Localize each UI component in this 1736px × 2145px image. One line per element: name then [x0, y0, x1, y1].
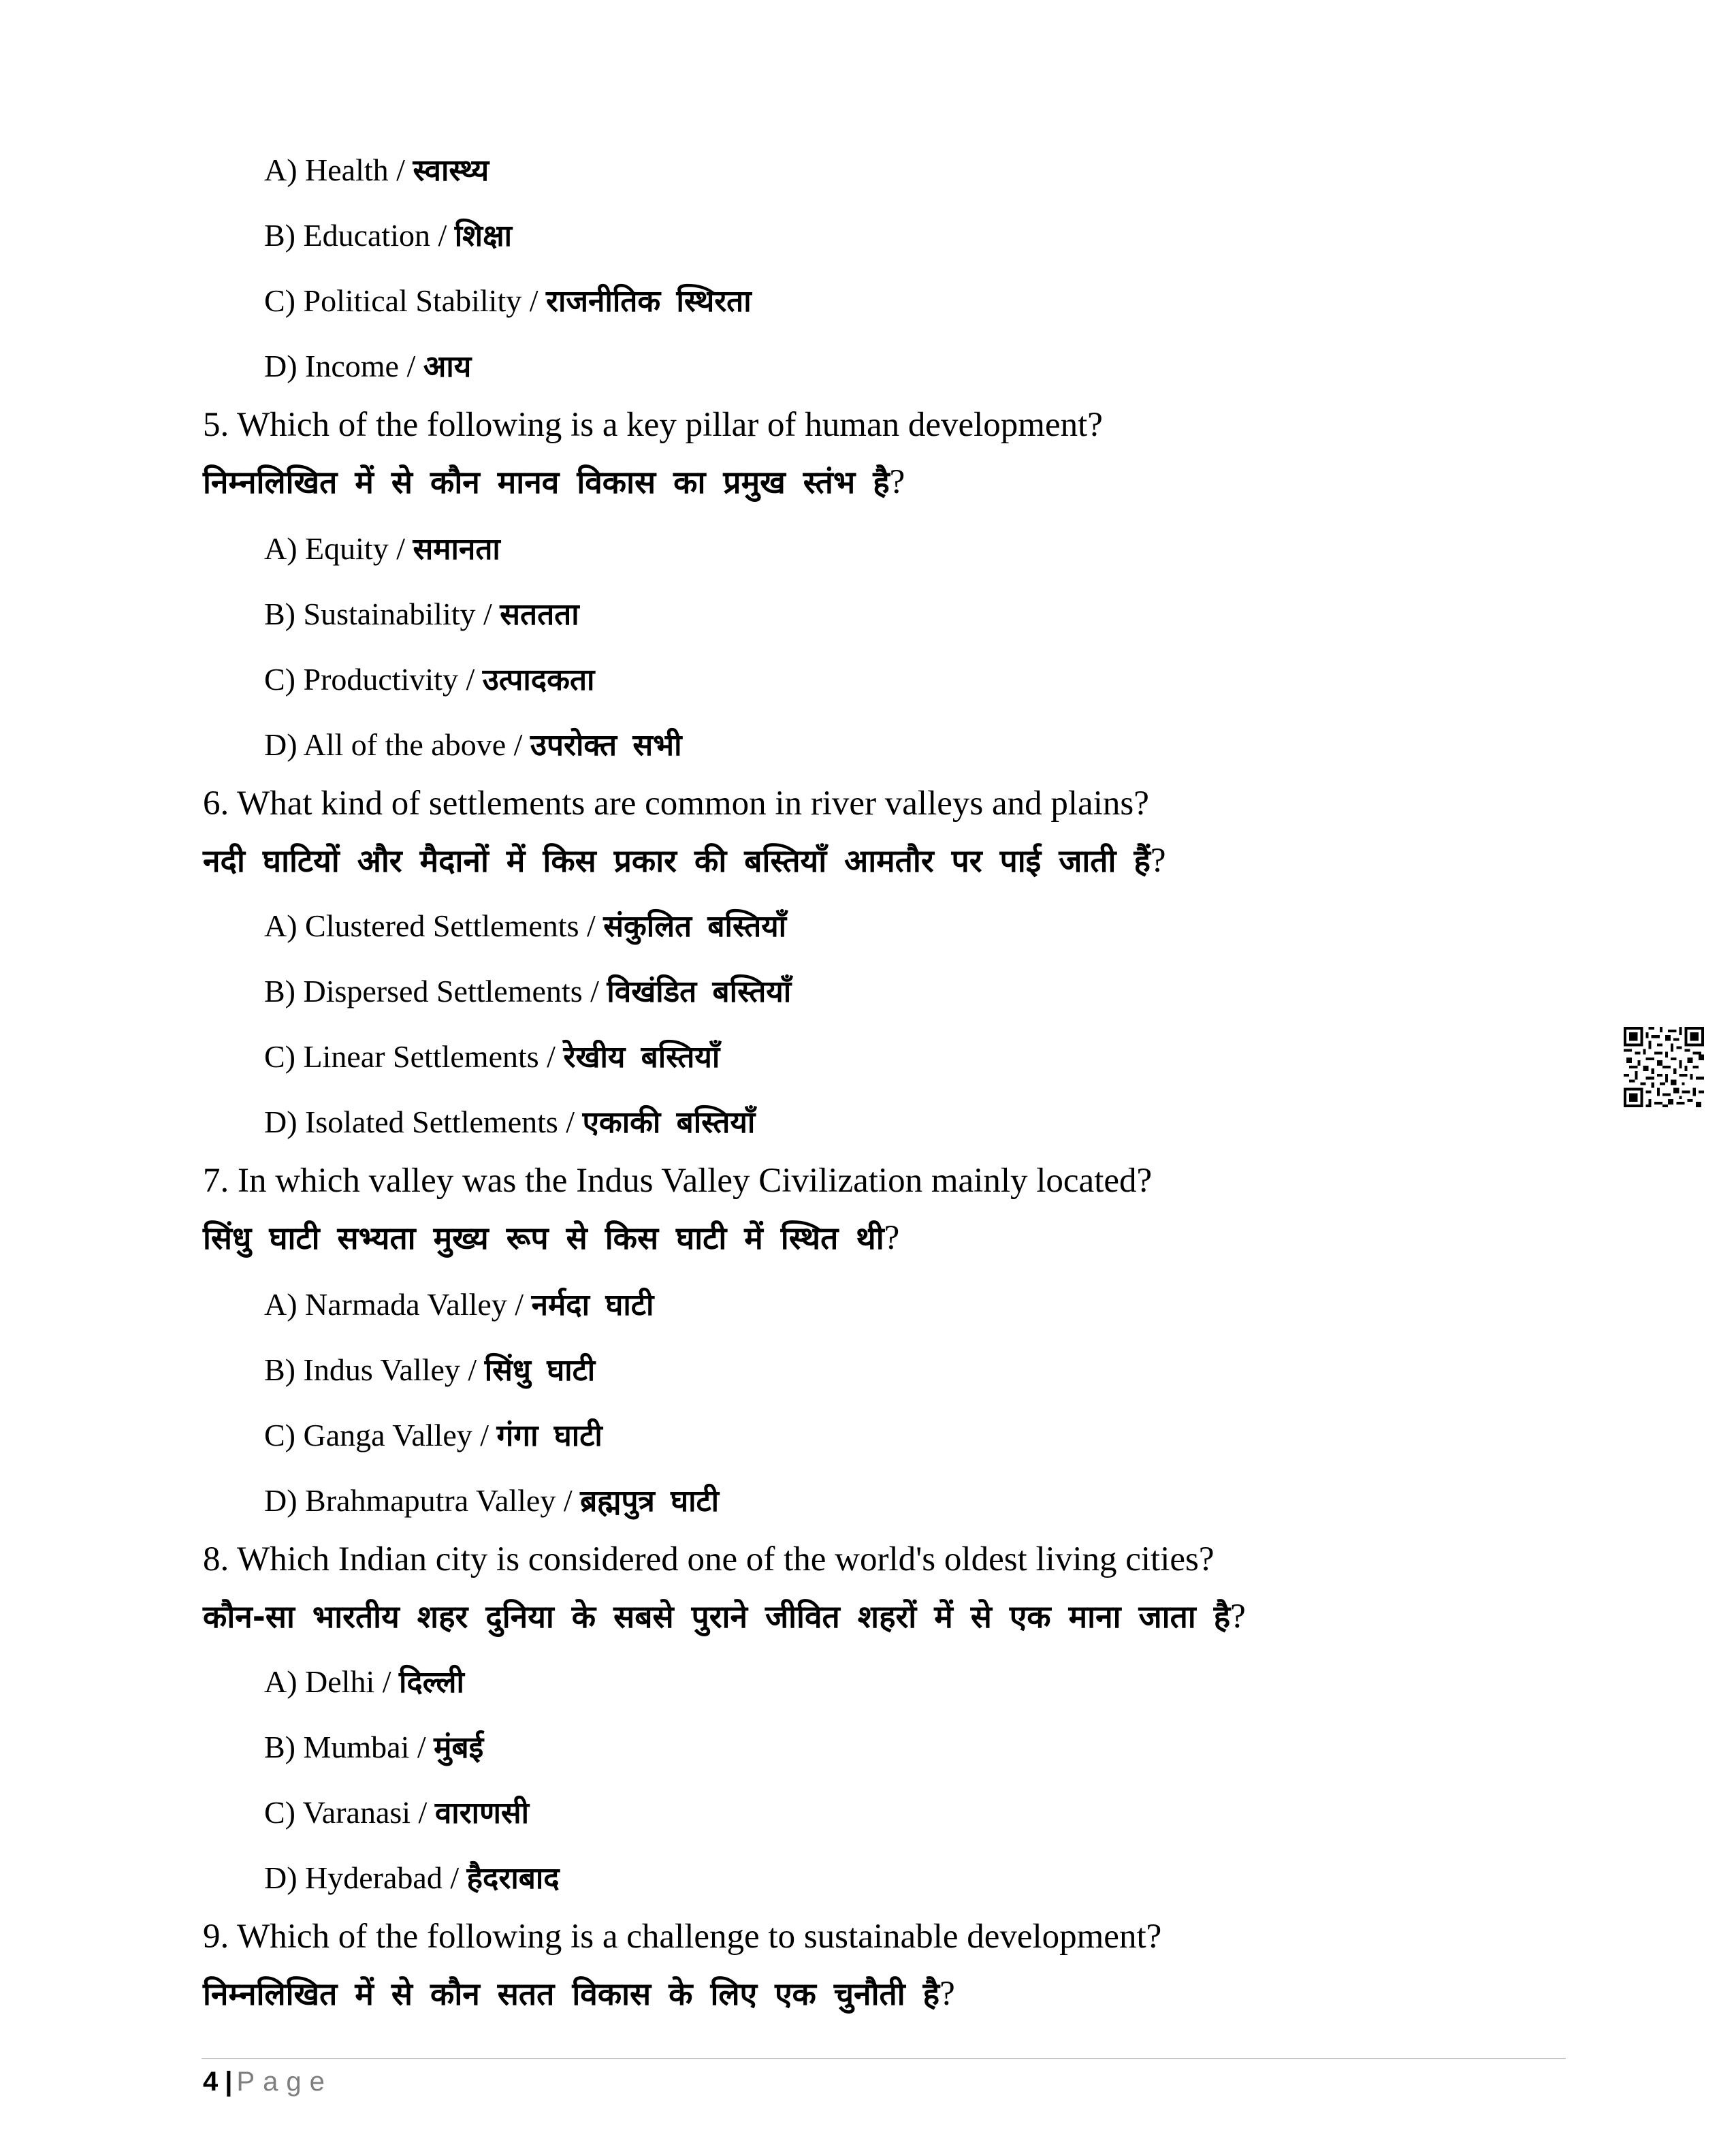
option-a: A) Delhi / दिल्ली — [264, 1664, 464, 1700]
question-text-en: 9. Which of the following is a challenge to sustainable development? — [203, 1918, 1162, 1956]
footer-divider — [202, 2058, 1566, 2059]
option-d: D) Isolated Settlements / एकाकी बस्तियाँ — [264, 1105, 756, 1140]
question-text-hi: निम्नलिखित में से कौन मानव विकास का प्रमुख स्तंभ है? — [203, 463, 905, 501]
option-c: C) Linear Settlements / रेखीय बस्तियाँ — [264, 1039, 720, 1075]
qr-code-icon — [1624, 1027, 1704, 1107]
option-c: C) Productivity / उत्पादकता — [264, 662, 595, 697]
option-b: B) Sustainability / सततता — [264, 597, 579, 632]
page-footer — [203, 2065, 333, 2099]
option-b: B) Dispersed Settlements / विखंडित बस्तियाँ — [264, 974, 792, 1009]
option-d: D) Brahmaputra Valley / ब्रह्मपुत्र घाटी — [264, 1483, 720, 1519]
option-b: B) Education / शिक्षा — [264, 218, 513, 253]
question-text-en: 6. What kind of settlements are common in river valleys and plains? — [203, 784, 1149, 823]
option-c: C) Varanasi / वाराणसी — [264, 1795, 530, 1830]
option-d: D) Income / आय — [264, 349, 472, 384]
option-b: B) Indus Valley / सिंधु घाटी — [264, 1352, 596, 1388]
option-c: C) Political Stability / राजनीतिक स्थिरता — [264, 283, 752, 319]
footer-separator: | — [225, 2067, 233, 2097]
option-a: A) Clustered Settlements / संकुलित बस्तियाँ — [264, 908, 787, 944]
question-text-en: 5. Which of the following is a key pillar of human development? — [203, 406, 1103, 444]
page-number: 4 — [203, 2067, 219, 2097]
question-text-en: 8. Which Indian city is considered one of the world's oldest living cities? — [203, 1540, 1215, 1578]
question-text-hi: नदी घाटियों और मैदानों में किस प्रकार की बस्तियाँ आमतौर पर पाई जाती हैं? — [203, 842, 1166, 880]
option-d: D) All of the above / उपरोक्त सभी — [264, 727, 682, 763]
option-c: C) Ganga Valley / गंगा घाटी — [264, 1418, 602, 1453]
page-label: Page — [236, 2067, 333, 2097]
question-text-hi: सिंधु घाटी सभ्यता मुख्य रूप से किस घाटी में स्थित थी? — [203, 1219, 900, 1257]
option-a: A) Health / स्वास्थ्य — [264, 153, 489, 188]
option-a: A) Narmada Valley / नर्मदा घाटी — [264, 1287, 654, 1322]
question-text-en: 7. In which valley was the Indus Valley Civilization mainly located? — [203, 1162, 1153, 1200]
option-b: B) Mumbai / मुंबई — [264, 1730, 484, 1765]
option-d: D) Hyderabad / हैदराबाद — [264, 1860, 560, 1896]
question-text-hi: कौन-सा भारतीय शहर दुनिया के सबसे पुराने जीवित शहरों में से एक माना जाता है? — [203, 1598, 1246, 1636]
question-text-hi: निम्नलिखित में से कौन सतत विकास के लिए एक चुनौती है? — [203, 1975, 955, 2013]
option-a: A) Equity / समानता — [264, 531, 500, 567]
